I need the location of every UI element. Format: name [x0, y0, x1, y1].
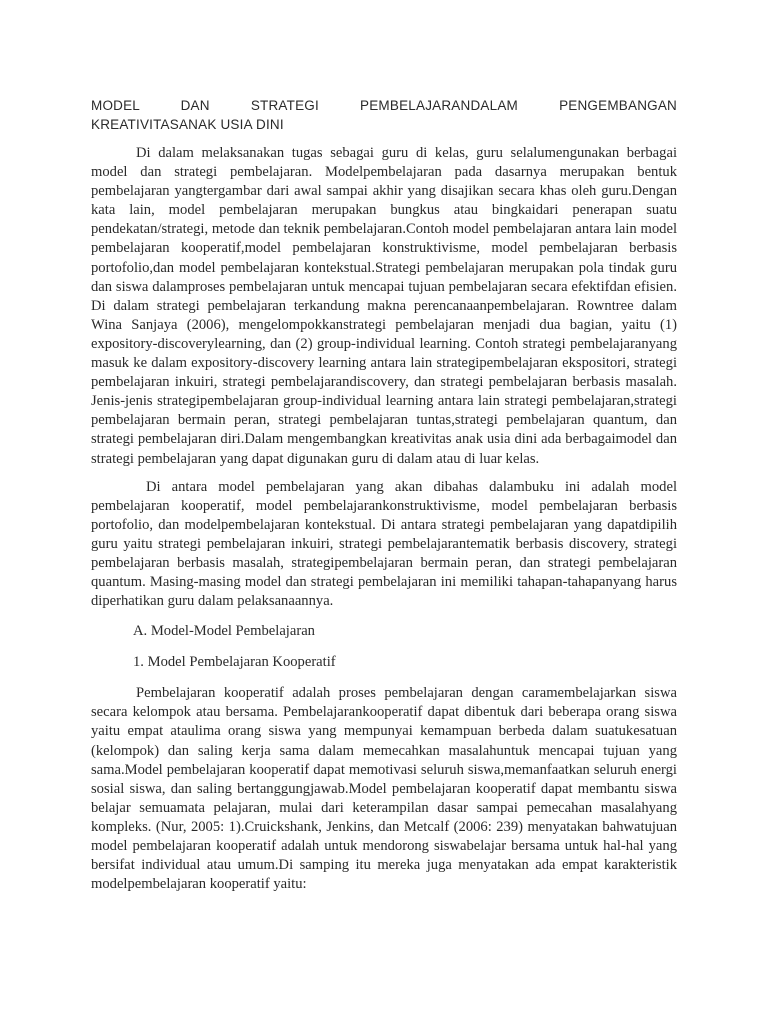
document-title	[91, 96, 677, 134]
document-page	[91, 96, 677, 903]
paragraph-overview: Di antara model pembelajaran yang akan dibahas dalambuku ini adalah model pembelajaran kooperatif, model pembelajarankonstruktivisme, model pembelajaran berbasis portofolio, dan modelpembelajaran kontekstual. Di antara strategi pembelajaran yang dapatdipilih guru yaitu strategi pembelajaran inkuiri, strategi pembelajarantematik berbasis discovery, strategi pembelajaran berbasis masalah, strategipembelajaran bermain peran, dan strategi pembelajaran quantum. Masing-masing model dan strategi pembelajaran ini memiliki tahapan-tahapanyang harus diperhatikan guru dalam pelaksanaannya.	[91, 478, 677, 610]
title-line-2: KREATIVITASANAK USIA DINI	[91, 117, 284, 132]
title-line-1: MODEL DAN STRATEGI PEMBELAJARANDALAM PENGEMBANGAN	[91, 98, 677, 113]
paragraph-kooperatif: Pembelajaran kooperatif adalah proses pembelajaran dengan caramembelajarkan siswa secara kelompok atau bersama. Pembelajarankooperatif dapat dibentuk dari beberapa orang siswa yaitu empat ataulima orang siswa yang mempunyai kemampuan berbeda dalam suatukesatuan (kelompok) dan saling kerja sama dalam memecahkan masalahuntuk mencapai tujuan yang sama.Model pembelajaran kooperatif dapat memotivasi seluruh siswa,memanfaatkan seluruh energi sosial siswa, dan saling bertanggungjawab.Model pembelajaran kooperatif dapat membantu siswa belajar semuamata pelajaran, mulai dari keterampilan dasar sampai pemecahan masalahyang kompleks. (Nur, 2005: 1).Cruickshank, Jenkins, dan Metcalf (2006: 239) menyatakan bahwatujuan model pembelajaran kooperatif adalah untuk mendorong siswabelajar bersama untuk hal-hal yang bersifat individual atau umum.Di samping itu mereka juga menyatakan ada empat karakteristik modelpembelajaran kooperatif yaitu:	[91, 685, 677, 893]
section-heading-a: A. Model-Model Pembelajaran	[133, 623, 315, 640]
subsection-heading-1: 1. Model Pembelajaran Kooperatif	[133, 654, 336, 671]
paragraph-intro: Di dalam melaksanakan tugas sebagai guru di kelas, guru selalumengunakan berbagai model dan strategi pembelajaran. Modelpembelajaran pada dasarnya merupakan bentuk pembelajaran yangtergambar dari awal sampai akhir yang disajikan secara khas oleh guru.Dengan kata lain, model pembelajaran merupakan bungkus atau bingkaidari penerapan suatu pendekatan/strategi, metode dan teknik pembelajaran.Contoh model pembelajaran antara lain model pembelajaran kooperatif,model pembelajaran konstruktivisme, model pembelajaran berbasis portofolio,dan model pembelajaran kontekstual.Strategi pembelajaran merupakan pola tindak guru dan siswa dalamproses pembelajaran untuk mencapai tujuan pembelajaran secara efektifdan efisien. Di dalam strategi pembelajaran terkandung makna perencanaanpembelajaran. Rowntree dalam Wina Sanjaya (2006), mengelompokkanstrategi pembelajaran menjadi dua bagian, yaitu (1) expository-discoverylearning, dan (2) group-individual learning. Contoh strategi pembelajaranyang masuk ke dalam expository-discovery learning antara lain strategipembelajaran ekspositori, strategi pembelajaran inkuiri, strategi pembelajarandiscovery, dan strategi pembelajaran berbasis masalah. Jenis-jenis strategipembelajaran group-individual learning antara lain strategi pembelajaran,strategi pembelajaran bermain peran, strategi pembelajaran tuntas,strategi pembelajaran quantum, dan strategi pembelajaran diri.Dalam mengembangkan kreativitas anak usia dini ada berbagaimodel dan strategi pembelajaran yang dapat digunakan guru di dalam atau di luar kelas.	[91, 145, 677, 467]
